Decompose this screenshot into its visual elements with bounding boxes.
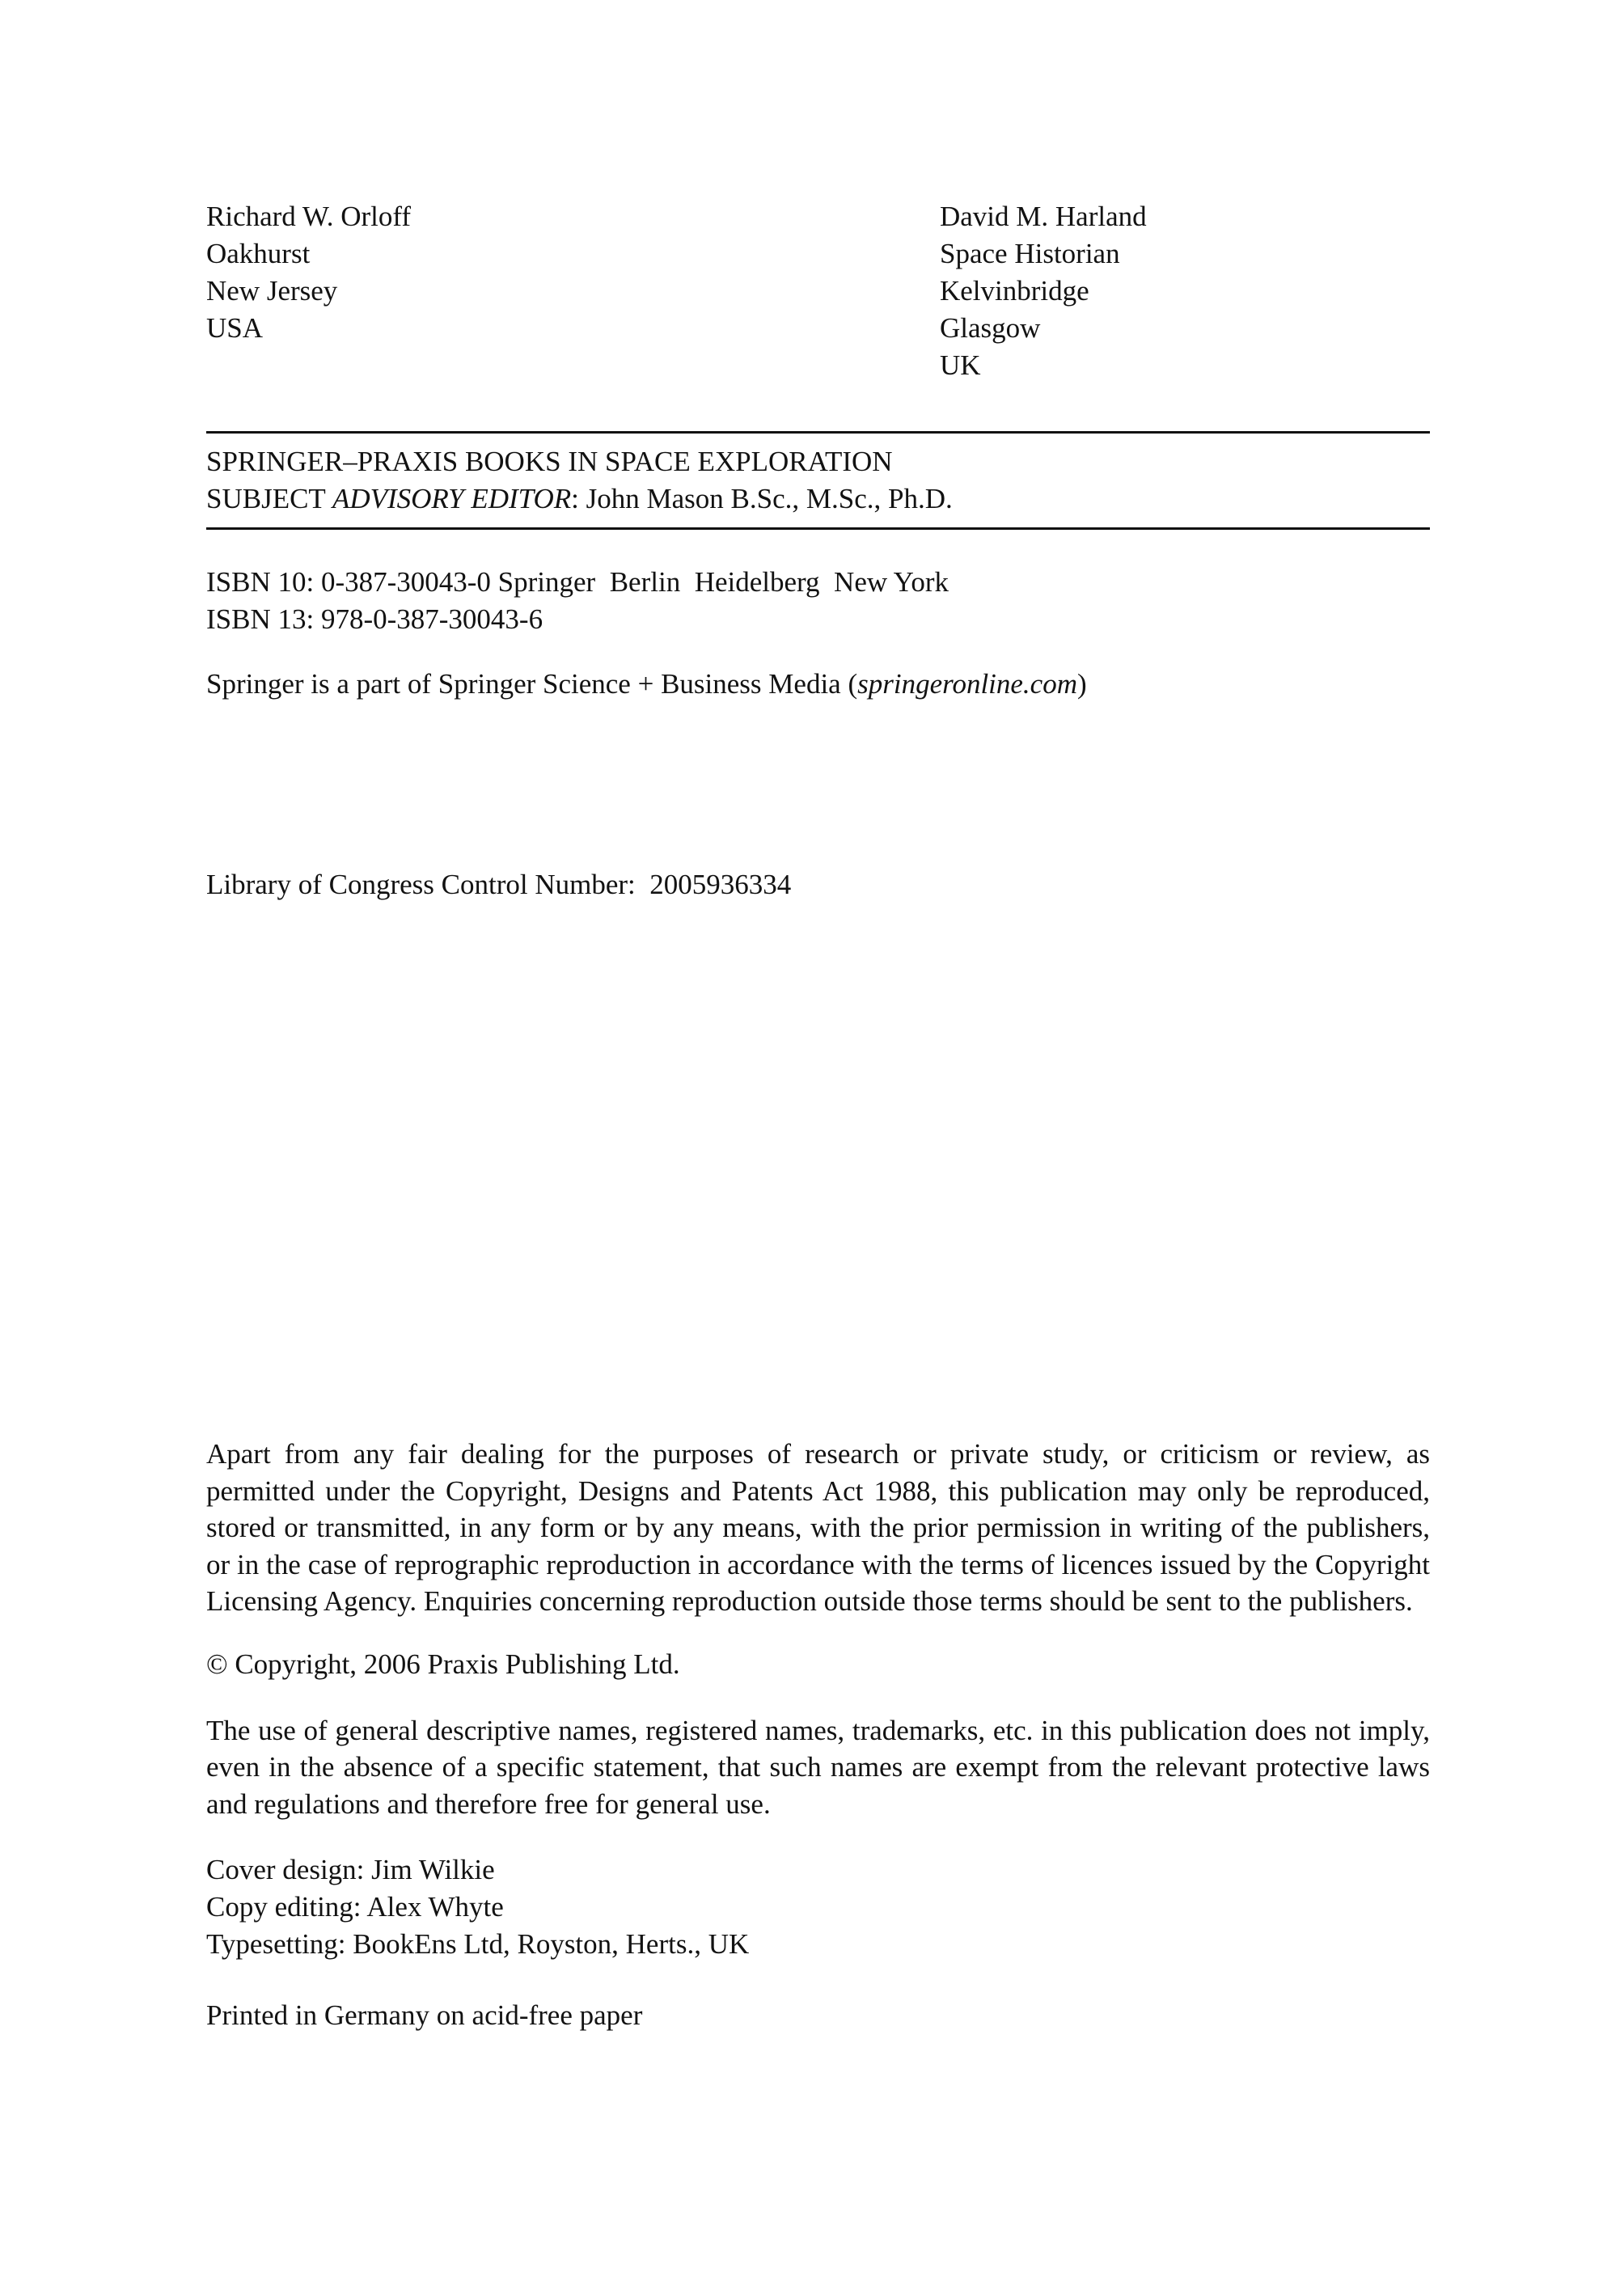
cover-design-credit: Cover design: Jim Wilkie [206,1854,495,1885]
legal-paragraph: Apart from any fair dealing for the purposes of research or private study, or criticism or review, as permitted under the Copyright, Designs and Patents Act 1988, this publication may only be reproduced, stored or transmitted, in any form or by any means, with the prior permission in writing of the publishers, or in the case of reprographic reproduction in accordance with the terms of licences issued by the Copyright Licensing Agency. Enquiries concerning reproduction outside those terms should be sent to the publishers. [206,1438,1430,1617]
copyright-line: © Copyright, 2006 Praxis Publishing Ltd. [206,1648,680,1680]
typesetting-credit: Typesetting: BookEns Ltd, Royston, Herts., UK [206,1928,750,1960]
isbn13-line: ISBN 13: 978-0-387-30043-6 [206,603,543,635]
series-editor-line [206,480,1430,518]
springer-media-suffix: ) [1077,668,1087,700]
printed-in-line: Printed in Germany on acid-free paper [206,1999,643,2031]
series-title: SPRINGER–PRAXIS BOOKS IN SPACE EXPLORATION [206,446,893,477]
series-editor-name: : John Mason B.Sc., M.Sc., Ph.D. [571,483,953,514]
author-name: Richard W. Orloff [206,201,412,232]
author-block [206,198,1430,384]
springer-media-prefix: Springer is a part of Springer Science + Business Media ( [206,668,858,700]
isbn-block [206,564,1430,638]
author-column-left [206,198,940,384]
divider-bottom [206,527,1430,530]
springer-media-url: springeronline.com [857,668,1077,700]
author-address-line: Space Historian [940,238,1120,269]
author-name: David M. Harland [940,201,1147,232]
author-address-line: Kelvinbridge [940,275,1089,307]
credits-block [206,1851,1430,1963]
author-address-line: USA [206,312,264,344]
divider-top [206,431,1430,434]
copy-editing-credit: Copy editing: Alex Whyte [206,1891,504,1923]
author-address-line: New Jersey [206,275,338,307]
author-column-right [940,198,1147,384]
trademark-paragraph: The use of general descriptive names, registered names, trademarks, etc. in this publication does not imply, even in the absence of a specific statement, that such names are exempt from the relevant protective laws and regulations and therefore free for general use. [206,1714,1430,1820]
author-address-line: Glasgow [940,312,1041,344]
isbn10-line: ISBN 10: 0-387-30043-0 Springer Berlin Heidelberg New York [206,566,949,598]
series-editor-prefix: SUBJECT [206,483,332,514]
series-block [206,443,1430,518]
library-of-congress-line: Library of Congress Control Number: 2005936334 [206,869,792,900]
springer-media-line [206,666,1430,703]
author-address-line: UK [940,349,981,381]
series-editor-role: ADVISORY EDITOR [332,483,572,514]
author-address-line: Oakhurst [206,238,311,269]
